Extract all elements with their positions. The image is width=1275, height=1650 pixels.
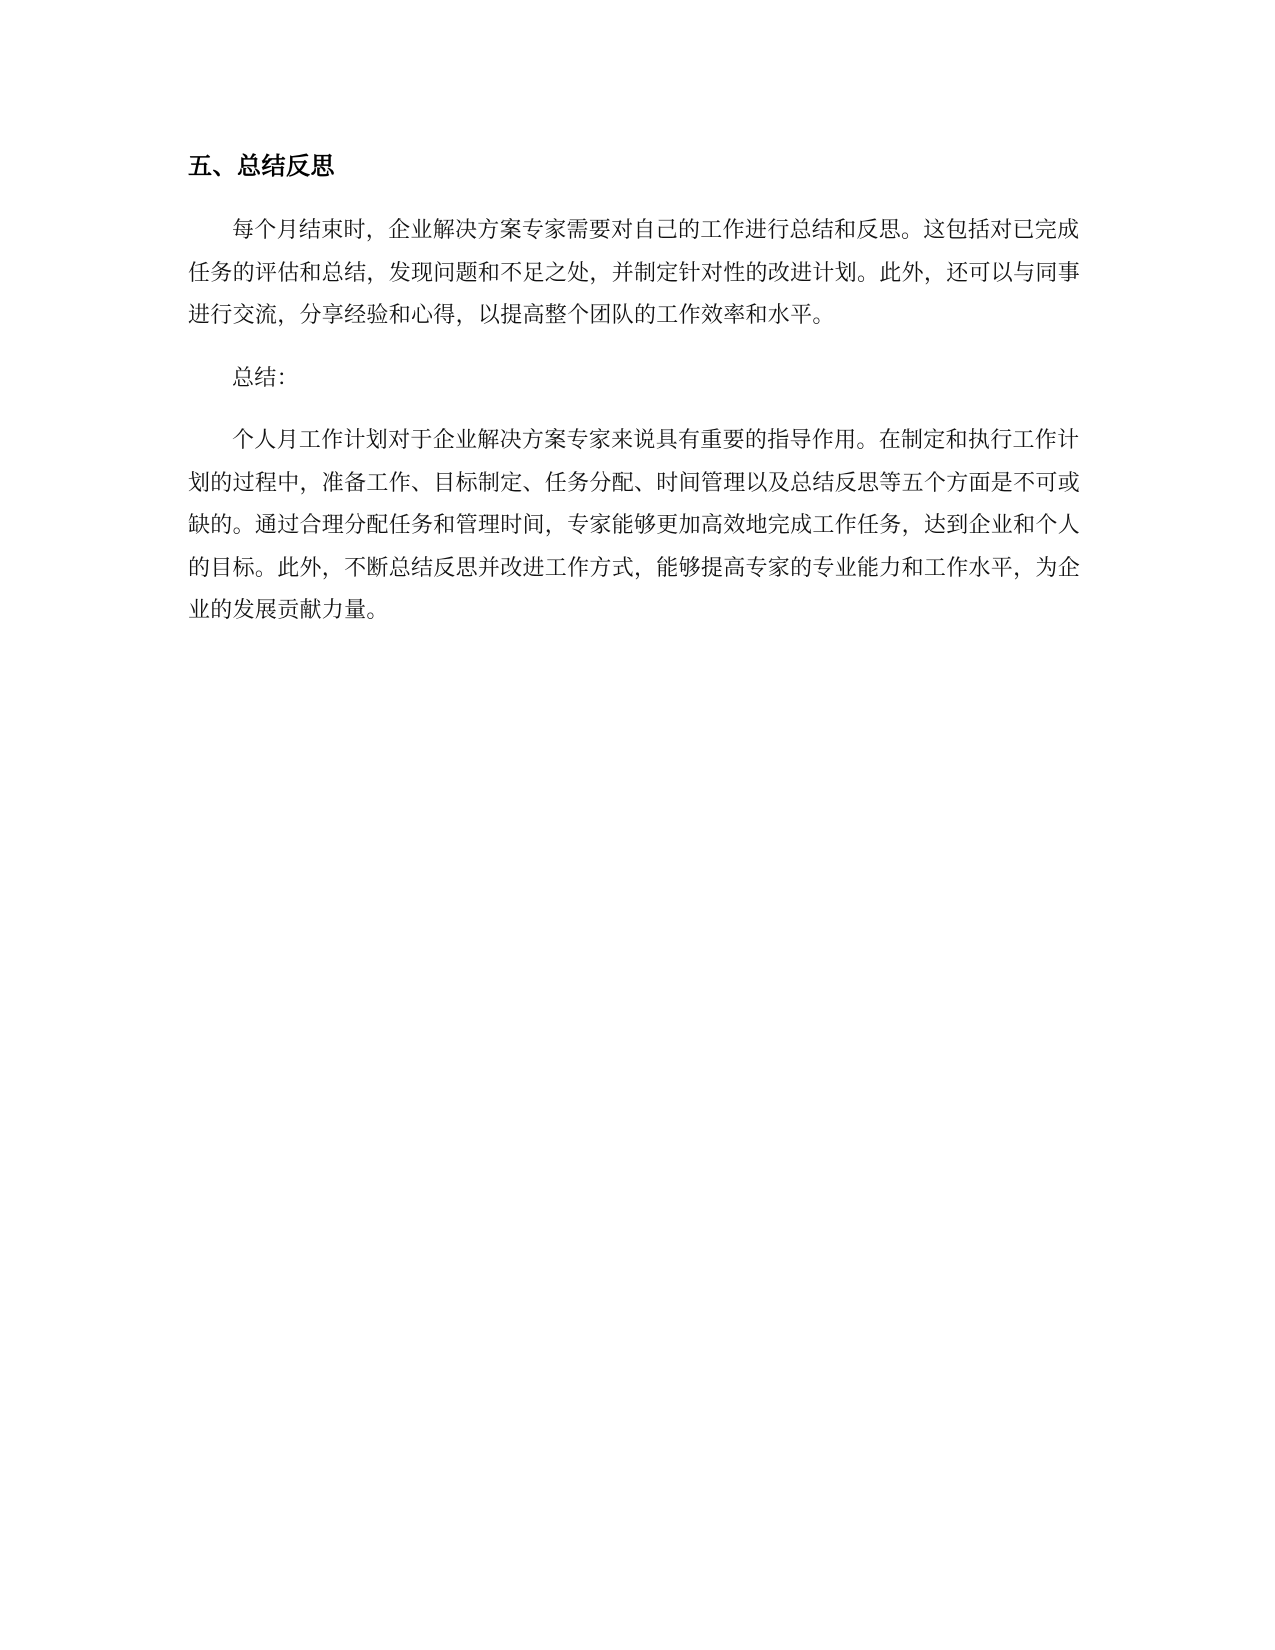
document-content bbox=[188, 148, 1088, 653]
summary-label: 总结： bbox=[232, 365, 299, 391]
summary-paragraph: 个人月工作计划对于企业解决方案专家来说具有重要的指导作用。在制定和执行工作计划的过程中，准备工作、目标制定、任务分配、时间管理以及总结反思等五个方面是不可或缺的。通过合理分配任务和管理时间，专家能够更加高效地完成工作任务，达到企业和个人的目标。此外，不断总结反思并改进工作方式，能够提高专家的专业能力和工作水平，为企业的发展贡献力量。 bbox=[188, 428, 1081, 623]
section-heading: 五、总结反思 bbox=[188, 152, 335, 180]
reflection-paragraph: 每个月结束时，企业解决方案专家需要对自己的工作进行总结和反思。这包括对已完成任务的评估和总结，发现问题和不足之处，并制定针对性的改进计划。此外，还可以与同事进行交流，分享经验和心得，以提高整个团队的工作效率和水平。 bbox=[188, 218, 1081, 328]
